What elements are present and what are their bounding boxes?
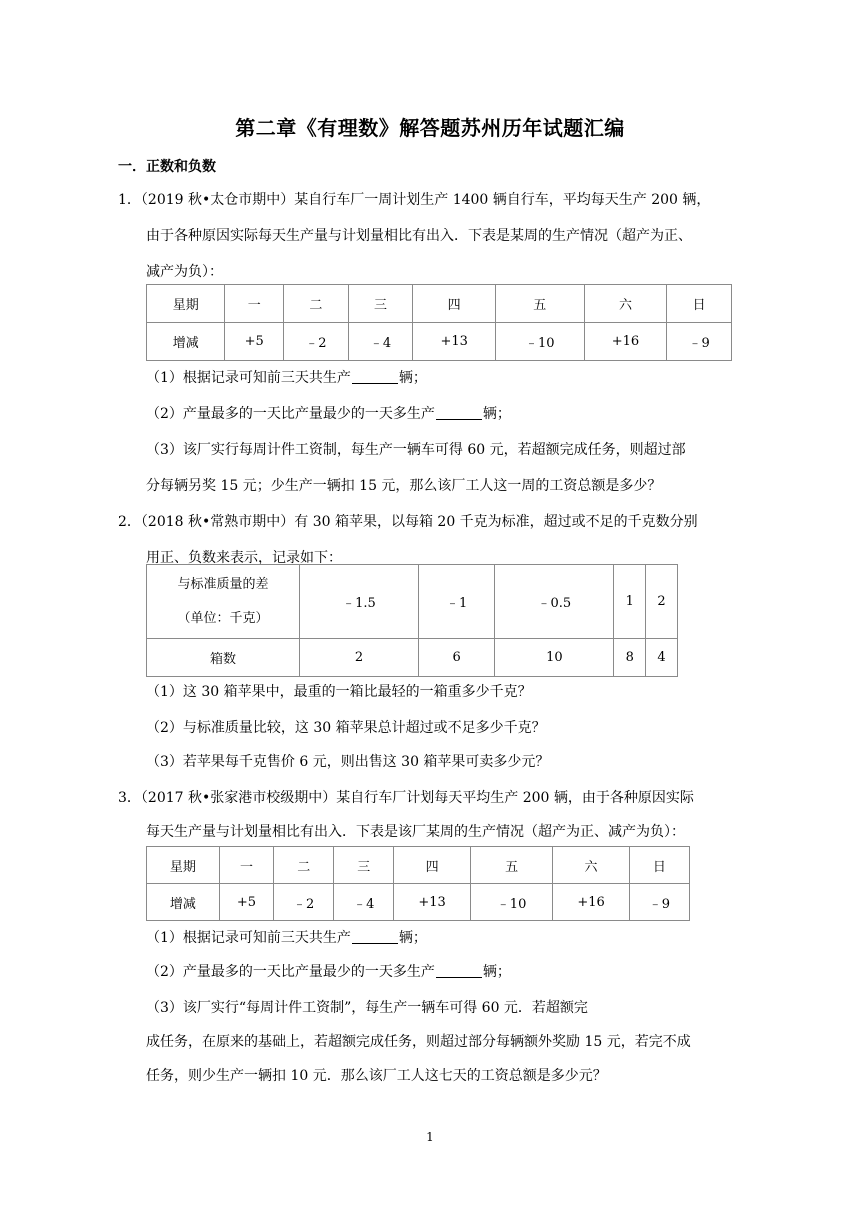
q1-sub-1-text: （1）根据记录可知前三天共生产 [146, 370, 351, 386]
q3-sub-2 [146, 962, 511, 982]
table-row [147, 847, 690, 884]
q1-sub-3-line-1: （3）该厂实行每周计件工资制，每生产一辆车可得 60 元，若超额完成任务，则超过部 [146, 442, 686, 458]
table-cell: +13 [413, 323, 496, 361]
table-cell: 二 [284, 285, 349, 323]
section-heading: 一．正数和负数 [118, 159, 216, 175]
table-cell: 一 [225, 285, 284, 323]
table-header-cell: 增减 [147, 884, 220, 921]
q3-sub-2-text: （2）产量最多的一天比产量最少的一天多生产 [146, 964, 435, 980]
table-cell: ﹣9 [629, 884, 689, 921]
q3-sub-2-unit: 辆； [482, 964, 511, 980]
answer-blank[interactable] [436, 963, 482, 978]
table-row [147, 323, 732, 361]
q2-line-2: 用正、负数来表示，记录如下： [146, 550, 342, 566]
q3-sub-1-unit: 辆； [398, 930, 427, 946]
table-cell: ﹣2 [274, 884, 334, 921]
q1-line-1: 1．（2019 秋•太仓市期中）某自行车厂一周计划生产 1400 辆自行车，平均每天生产 200 辆， [118, 192, 711, 208]
table-header-cell: 星期 [147, 285, 225, 323]
q3-sub-1-text: （1）根据记录可知前三天共生产 [146, 930, 351, 946]
q1-sub-2-text: （2）产量最多的一天比产量最少的一天多生产 [146, 406, 435, 422]
table-cell: 日 [667, 285, 732, 323]
q2-line-1: 2．（2018 秋•常熟市期中）有 30 箱苹果，以每箱 20 千克为标准，超过或不足的千克数分别 [118, 514, 698, 530]
table-row [147, 565, 678, 639]
table-cell: +16 [553, 884, 630, 921]
q1-sub-1 [146, 368, 427, 388]
q3-sub-1 [146, 928, 427, 948]
table-header-cell: 增减 [147, 323, 225, 361]
answer-blank[interactable] [352, 369, 398, 384]
table-cell: 4 [646, 639, 678, 677]
table-cell: ﹣9 [667, 323, 732, 361]
table-cell: 日 [629, 847, 689, 884]
q2-weight-table [146, 564, 678, 677]
table-cell: 2 [300, 639, 419, 677]
table-cell: 1 [614, 565, 646, 639]
q1-sub-3-line-2: 分每辆另奖 15 元；少生产一辆扣 15 元，那么该厂工人这一周的工资总额是多少？ [146, 478, 662, 494]
q1-sub-2 [146, 404, 511, 424]
q2-sub-3: （3）若苹果每千克售价 6 元，则出售这 30 箱苹果可卖多少元？ [146, 754, 550, 770]
q3-line-2: 每天生产量与计划量相比有出入．下表是该厂某周的生产情况（超产为正、减产为负）： [146, 824, 685, 840]
table-header-cell: 星期 [147, 847, 220, 884]
table-cell: 六 [553, 847, 630, 884]
table-cell: ﹣10 [495, 323, 584, 361]
page-title: 第二章《有理数》解答题苏州历年试题汇编 [235, 116, 625, 140]
table-cell: ﹣1 [418, 565, 494, 639]
table-cell: ﹣10 [470, 884, 552, 921]
table-cell: 六 [584, 285, 667, 323]
q3-production-table [146, 846, 690, 921]
table-row [147, 884, 690, 921]
table-cell: ﹣4 [334, 884, 394, 921]
q3-sub-3-line-1: （3）该厂实行“每周计件工资制”，每生产一辆车可得 60 元．若超额完 [146, 1000, 588, 1016]
q2-sub-1: （1）这 30 箱苹果中，最重的一箱比最轻的一箱重多少千克？ [146, 684, 532, 700]
table-cell: 8 [614, 639, 646, 677]
table-cell: 10 [495, 639, 614, 677]
table-cell: ﹣1.5 [300, 565, 419, 639]
table-cell: 三 [334, 847, 394, 884]
table-cell: +5 [219, 884, 273, 921]
table-cell: 二 [274, 847, 334, 884]
table-cell: ﹣4 [348, 323, 413, 361]
q1-sub-2-unit: 辆； [482, 406, 511, 422]
page-number: 1 [426, 1130, 434, 1144]
table-cell: 五 [470, 847, 552, 884]
table-cell: 6 [418, 639, 494, 677]
table-cell: ﹣2 [284, 323, 349, 361]
table-cell: 五 [495, 285, 584, 323]
table-header-line-1: 与标准质量的差 [177, 576, 269, 592]
table-cell: ﹣0.5 [495, 565, 614, 639]
q1-line-2: 由于各种原因实际每天生产量与计划量相比有出入．下表是某周的生产情况（超产为正、 [146, 228, 692, 244]
table-header-line-2: （单位：千克） [177, 610, 269, 626]
table-row [147, 285, 732, 323]
table-cell: +5 [225, 323, 284, 361]
table-cell: 四 [413, 285, 496, 323]
q1-production-table [146, 284, 732, 361]
table-header-cell: 箱数 [147, 639, 300, 677]
table-row [147, 639, 678, 677]
q1-sub-1-unit: 辆； [398, 370, 427, 386]
table-cell: 四 [394, 847, 471, 884]
q1-line-3: 减产为负）： [146, 264, 223, 280]
q3-sub-3-line-3: 任务，则少生产一辆扣 10 元．那么该厂工人这七天的工资总额是多少元？ [146, 1068, 607, 1084]
table-cell: 三 [348, 285, 413, 323]
q3-line-1: 3．（2017 秋•张家港市校级期中）某自行车厂计划每天平均生产 200 辆，由于各种原因实际 [118, 790, 694, 806]
table-cell: +16 [584, 323, 667, 361]
q2-sub-2: （2）与标准质量比较，这 30 箱苹果总计超过或不足多少千克？ [146, 720, 546, 736]
table-cell: 2 [646, 565, 678, 639]
table-header-cell [147, 565, 300, 639]
table-cell: +13 [394, 884, 471, 921]
table-cell: 一 [219, 847, 273, 884]
answer-blank[interactable] [352, 929, 398, 944]
q3-sub-3-line-2: 成任务，在原来的基础上，若超额完成任务，则超过部分每辆额外奖励 15 元，若完不成 [146, 1034, 691, 1050]
answer-blank[interactable] [436, 405, 482, 420]
